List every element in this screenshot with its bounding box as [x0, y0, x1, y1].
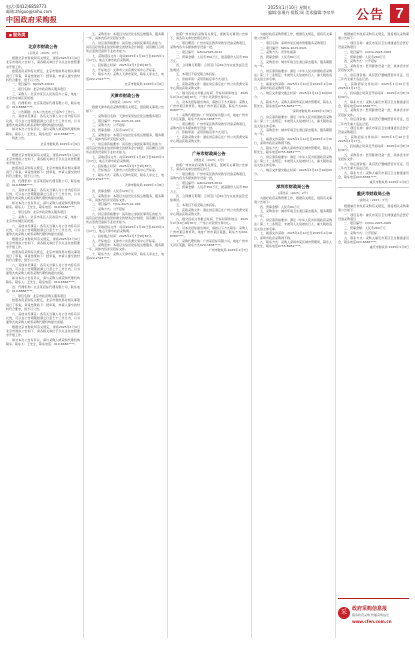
article-paragraph: 三、预算金额：人民币350万元，最高限价人民币350万元。 [170, 185, 248, 194]
article-divider [170, 147, 248, 148]
article-subtitle: (穗财采〔2025〕1号) [194, 157, 224, 162]
article-paragraph: 根据北京市财政局有关规定，现将2025年1月9日北京市财政公告如下，请各相关单位予以关注并按照要求开展工作。 [6, 236, 80, 250]
article-paragraph: 六、其他补充事宜：各有关当事人对公告内容有异议的，可以在公告期限届满之日起七个工作日内，以书面形式向采购人或者采购代理机构提出质疑。 [6, 187, 80, 201]
article-paragraph: 五、采购需求：本项目为信息化系统运维服务，服务期一年，具体内容详见招标文件。 [86, 132, 164, 142]
article-paragraph: 一、项目名称：重庆市某区卫生健康委员会医疗设备采购项目 [338, 126, 409, 135]
article-paragraph: 七、获取招标文件时间：2025年1月10日至2025年1月17日。 [338, 135, 409, 144]
article-paragraph: 二、项目编号：GZCG2025-0012 [176, 180, 223, 185]
article-paragraph: 一、采购项目名称：天津市某局信息化运维服务项目 [92, 114, 162, 119]
article-paragraph: 五、采购需求：本项目为信息化系统运维服务，服务期一年，具体内容详见招标文件。 [86, 243, 164, 252]
section-title: 公告 [356, 8, 385, 23]
article-paragraph: 按照政府采购有关规定，北京市财政局对相关事项进行了审查，审查结果如下：经审查，申请人提交的材料符合要求，现予以公告。 [6, 298, 80, 311]
article-paragraph: 六、资格审查：采用资格后审方式进行。 [176, 130, 231, 135]
article-paragraph: 九、开标地点：天津市公共资源交易中心开标室。 [92, 238, 159, 243]
article-paragraph: 九、联系方式：采购人深圳市某区城市管理局，联系人陈先生，联系电话0755-8282****。 [254, 146, 332, 155]
article-paragraph: 二、项目名称：北京市政府购买服务项目 [12, 293, 67, 298]
article-paragraph: 五、本项目不接受联合体投标。 [176, 203, 219, 208]
article-paragraph: 七、获取招标文件时间：2025年1月10日至2025年1月17日。 [338, 81, 409, 90]
article-divider [338, 187, 409, 188]
article-paragraph: 五、本项目不接受联合体投标。 [176, 72, 219, 77]
article-paragraph: 四、采购方式：公开招标 [344, 230, 378, 235]
column-divider [83, 32, 84, 638]
article-paragraph: 八、投标截止时间：2025年2月7日9时30分。 [92, 163, 155, 168]
article-signature: 重庆市财政局 2025年1月9日 [369, 180, 409, 185]
page-number: 7 [390, 4, 409, 23]
article-paragraph: 九、联系方式：采购人深圳市某区城市管理局，联系人陈先生，联系电话0755-8282****。 [254, 240, 332, 249]
article-paragraph: 四、代理机构：北京某招标代理有限公司，联系电话：010-8888****。 [6, 100, 80, 109]
article-paragraph: 三、采购方式：竞争性磋商 [260, 50, 297, 55]
article-signature: 北京市财政局 2025年1月9日 [40, 141, 80, 146]
article-paragraph: 六、其他补充事宜：各有关当事人对公告内容有异议的，可以在公告期限届满之日起七个工作日内，以书面形式向采购人或者采购代理机构提出质疑。 [6, 311, 80, 324]
article-paragraph: 四、预算金额：人民币80万元 [260, 55, 300, 60]
article-title: 北京市财政公告 [28, 44, 58, 49]
column-1 [6, 32, 80, 638]
article-paragraph: 为做好政府采购管理工作，根据有关规定，现将有关事项公告如下： [254, 32, 332, 41]
article-paragraph: 五、采购需求：医用影像设备一批，具体需求详见招标文件。 [338, 152, 409, 162]
article-paragraph: 六、供应商资格要求：具有独立承担民事责任的能力；具有良好的商业信誉和健全的财务会计制度；具有履行合同所必需的设备和专业技术能力。 [86, 40, 164, 54]
article-paragraph: 七、磋商文件获取：2025年1月10日至2025年1月16日，深圳市政府采购网下载。 [254, 81, 332, 90]
article-paragraph: 根据北京市财政局有关规定，现将2025年1月9日北京市财政公告如下，请各相关单位予以关注并按照要求开展工作。 [6, 324, 80, 338]
article-paragraph: 根据天津市政府采购管理有关规定，现将相关事项公告如下： [86, 105, 164, 114]
article-title: 深圳市财政局公告 [276, 183, 310, 189]
article-paragraph: 按照政府采购有关规定，北京市财政局对相关事项进行了审查，审查结果如下：经审查，申请人提交的材料符合要求，现予以公告。 [6, 165, 80, 179]
ad-slogan: 服务政府采购 传播采购信息 [352, 613, 389, 617]
article-paragraph: 一、项目编号：BJ2025-00012 [12, 82, 55, 87]
article-paragraph: 三、预算金额：人民币260万元 [344, 226, 386, 231]
article-paragraph: 九、联系方式：采购人重庆市某区卫生健康委员会，联系电话023-6565****。 [338, 99, 409, 108]
column-4 [254, 32, 332, 638]
article-paragraph: 三、预算金额：人民币260万元 [344, 54, 386, 59]
article-signature: 广州市财政局 2025年1月7日 [208, 248, 248, 253]
header-rule [6, 26, 409, 27]
article-paragraph: 四、采购方式：公开招标 [344, 59, 378, 64]
article-paragraph: 十、联系方式：采购人天津市某局，联系人李女士，电话022-2323****。 [86, 252, 164, 261]
article-paragraph: 六、供应商资格要求：满足《中华人民共和国政府采购法》第二十二条规定；未被列入失信被执行人、重大税收违法失信主体名单。 [254, 218, 332, 231]
article-paragraph: 七、获取招标文件：时间2025年1月10日至2025年1月17日，地点天津市政府采购网。 [86, 54, 164, 63]
article-signature: 天津市财政局 2025年1月8日 [124, 182, 164, 187]
article-title: 重庆市财政局公告 [356, 191, 391, 197]
article-paragraph: 四、代理机构：北京某招标代理有限公司，联系电话：010-8888****。 [6, 284, 80, 294]
article-paragraph: 八、提交投标文件截止时间、开标时间和地点：2025年2月10日9时30分，广州公共资源交易中心。 [170, 216, 248, 225]
article-paragraph: 二、项目名称：北京市政府购买服务项目 [12, 87, 67, 92]
article-paragraph: 如对本次公告有异议，请与采购人或采购代理机构联系。联系人：王先生，联系电话：010-6666****。 [6, 127, 80, 136]
ad-title: 政府采购信息报 [352, 606, 388, 612]
column-5 [338, 32, 409, 592]
article-signature: 重庆市财政局 2025年1月9日 [369, 244, 409, 249]
article-paragraph: 三、采购人：北京市某区人民政府办公室，地址：北京市东城区某街道。 [6, 214, 80, 223]
article-paragraph: 五、采购需求：城市环境卫生清扫保洁服务，服务期限为一年。 [254, 128, 332, 137]
article-paragraph: 三、采购方式：公开招标 [92, 123, 126, 128]
ad-logo-icon: 采 [338, 607, 350, 619]
column-divider [335, 32, 336, 638]
article-paragraph: 九、对本次招标提出询问，请按以下方式联系：采购人广州市某区教育局，地址广州市某区某路，联系方式020-8383****。 [170, 225, 248, 239]
article-paragraph: 六、供应商资格：具有医疗器械经营许可证，近三年内无重大违法记录。 [338, 72, 409, 82]
article-paragraph: 九、联系方式：采购人重庆市某区卫生健康委员会，联系电话023-6565****。 [338, 170, 409, 179]
article-paragraph: 二、项目编号：TJCG-2025-01-003 [92, 202, 141, 207]
article-paragraph: 七、磋商文件获取：2025年1月10日至2025年1月16日，深圳市政府采购网下载。 [254, 231, 332, 240]
article-paragraph: 八、投标截止时间：2025年2月7日9时30分。 [92, 233, 155, 238]
article-paragraph: 四、预算金额：人民币120万元 [92, 188, 134, 193]
article-paragraph: 三、预算金额：人民币350万元，最高限价人民币350万元。 [170, 54, 248, 63]
article-paragraph: 六、其他补充事宜：各有关当事人对公告内容有异议的，可以在公告期限届满之日起七个工作日内，以书面形式向采购人或者采购代理机构提出质疑。 [6, 262, 80, 276]
editor-credits: 编辑:张瑞丹 排版:周 美术编辑:李泉华 [268, 10, 335, 15]
article-paragraph: 七、获取招标文件：时间2025年1月10日至2025年1月17日，地点天津市政府采购网。 [86, 154, 164, 164]
article-paragraph: 五、公告期限：自本公告发布之日起5个工作日。 [12, 109, 77, 114]
article-paragraph: 五、采购需求：医用影像设备一批，具体需求详见招标文件。 [338, 108, 409, 117]
article-paragraph: 三、采购方式：公开招标 [92, 207, 126, 212]
article-divider [6, 149, 80, 150]
article-title: 天津市财政公告 [110, 92, 140, 98]
article-paragraph: 特此公告。 [12, 136, 28, 141]
article-paragraph: 九、开标地点：天津市公共资源交易中心开标室。 [92, 168, 159, 173]
article-paragraph: 二、项目编号：CQCG-2025-0005 [344, 49, 392, 54]
article-paragraph: 根据北京市财政局有关规定，现将2025年1月9日北京市财政公告如下，请各相关单位予以关注并按照要求开展工作。 [6, 56, 80, 69]
article-paragraph: 根据重庆市政府采购有关规定，现将相关采购事项公告如下： [338, 32, 409, 41]
contact-info [6, 4, 52, 14]
article-paragraph: 五、采购需求：城市环境卫生清扫保洁服务，服务期限为一年。 [254, 209, 332, 218]
article-paragraph: 按照广州市政府采购有关规定，现就有关事项公告如下，请各有关单位按规定执行。 [170, 32, 248, 41]
article-paragraph: 三、采购人：北京市某区人民政府办公室，地址：北京市东城区某街道。 [6, 91, 80, 101]
article-paragraph: 一、项目名称：重庆市某区卫生健康委员会医疗设备采购项目 [338, 40, 409, 50]
article-paragraph: 九、联系方式：采购人深圳市某区城市管理局，联系人陈先生，联系电话0755-8282****。 [254, 99, 332, 108]
article-paragraph: 二、项目编号：TJCG-2025-01-003 [92, 118, 141, 123]
masthead [6, 4, 409, 26]
article-paragraph: 按照广州市政府采购有关规定，现就有关事项公告如下，请各有关单位按规定执行。 [170, 162, 248, 171]
article-paragraph: 如对本次公告有异议，请与采购人或采购代理机构联系。联系人：王先生，联系电话：010-6666****。 [6, 275, 80, 285]
article-signature: 北京市财政局 2025年1月9日 [124, 81, 164, 86]
article-paragraph: 按照政府采购有关规定，北京市财政局对相关事项进行了审查，审查结果如下：经审查，申请人提交的材料符合要求，现予以公告。 [6, 249, 80, 263]
issue-date: 2025年1月10日 星期五 [268, 5, 312, 10]
article-paragraph: 六、供应商资格要求：满足《中华人民共和国政府采购法》第二十二条规定；未被列入失信被执行人、重大税收违法失信主体名单。 [254, 115, 332, 128]
article-paragraph: 七、获取采购文件：潜在供应商应在广州公共资源交易中心网站获取采购文件。 [170, 81, 248, 90]
article-paragraph: 六、资格审查：采用资格后审方式进行。 [176, 77, 231, 82]
article-paragraph: 为做好政府采购管理工作，根据有关规定，现将有关事项公告如下： [254, 195, 332, 204]
article-divider [254, 180, 332, 181]
article-paragraph: 四、预算金额：人民币120万元 [92, 128, 134, 133]
article-subtitle: (津财采〔2025〕3号) [110, 99, 140, 104]
advertisement [338, 598, 409, 638]
article-paragraph: 八、投标截止时间及开标时间：2025年2月8日9时30分。 [338, 90, 409, 99]
article-paragraph: 一、项目名称：深圳市某区城市管理服务采购项目 [260, 40, 327, 45]
article-paragraph: 如对本次公告有异议，请与采购人或采购代理机构联系。联系人：王先生，联系电话：010-6666****。 [6, 201, 80, 210]
column-2 [86, 32, 164, 638]
article-paragraph: 十、联系方式：采购人天津市某局，联系人李女士，电话022-2323****。 [86, 72, 164, 81]
article-paragraph: 八、响应文件提交截止时间：2025年1月21日10时00分。 [254, 90, 332, 99]
article-paragraph: 二、项目编号：CQCG-2025-0005 [344, 221, 392, 226]
article-paragraph: 八、投标截止时间：2025年2月7日9时30分。 [92, 62, 155, 67]
article-paragraph: 八、提交投标文件截止时间、开标时间和地点：2025年2月10日9时30分，广州公共资源交易中心。 [170, 90, 248, 99]
article-signature: 深圳市财政局 2025年1月8日 [292, 108, 332, 113]
article-paragraph: 二、项目编号：SZCG-2025-0021 [260, 45, 307, 50]
category-tag: ■ 服务类 [6, 32, 28, 38]
article-paragraph: 一、项目名称：重庆市某区卫生健康委员会医疗设备采购项目 [338, 212, 409, 221]
article-paragraph: 根据北京市财政局有关规定，现将2025年1月9日北京市财政公告如下，请各相关单位予以关注并按照要求开展工作。 [6, 152, 80, 166]
article-paragraph: 四、合同履行期限：合同签订后60日内完成供货及安装调试。 [170, 63, 248, 72]
article-paragraph: 六、供应商资格：具有医疗器械经营许可证，近三年内无重大违法记录。 [338, 161, 409, 171]
column-divider [251, 32, 252, 638]
article-paragraph: 七、磋商文件获取：2025年1月10日至2025年1月16日，深圳市政府采购网下载。 [254, 137, 332, 146]
contact-phone: 电话:(0412)6858773 [6, 4, 47, 9]
article-paragraph: 七、获取采购文件：潜在供应商应在广州公共资源交易中心网站获取采购文件。 [170, 207, 248, 217]
article-paragraph: 根据重庆市政府采购有关规定，现将相关采购事项公告如下： [338, 203, 409, 212]
article-paragraph: 九、联系方式：采购人重庆市某区卫生健康委员会，联系电话023-6565****。 [338, 235, 409, 244]
article-paragraph: 四、预算金额：人民币80万元 [260, 204, 300, 209]
article-paragraph: 一、项目概况：广州市某区教育局教学设备采购项目，采购内容为多媒体教学设备一批。 [170, 171, 248, 180]
article-paragraph: 九、开标地点：天津市公共资源交易中心开标室。 [92, 67, 159, 72]
article-title: 广州市财政局公告 [192, 150, 226, 156]
article-subtitle: (京财采〔2025〕9号) [28, 51, 58, 55]
article-paragraph: 五、采购需求：本项目为信息化系统运维服务，服务期一年，具体内容详见招标文件。 [86, 193, 164, 202]
article-paragraph: 七、获取招标文件：时间2025年1月10日至2025年1月17日，地点天津市政府采购网。 [86, 224, 164, 234]
issue-info [268, 5, 335, 15]
article-paragraph: 九、对本次招标提出询问，请按以下方式联系：采购人广州市某区教育局，地址广州市某区某路，联系方式020-8383****。 [170, 99, 248, 112]
article-paragraph: 六、供应商资格要求：具有独立承担民事责任的能力；具有良好的商业信誉和健全的财务会计制度；具有履行合同所必需的设备和专业技术能力。 [86, 141, 164, 155]
article-paragraph: 五、采购需求：城市环境卫生清扫保洁服务，服务期限为一年。 [254, 59, 332, 68]
article-paragraph: 五、采购需求：本项目为信息化系统运维服务，服务期一年，具体内容详见招标文件。 [86, 32, 164, 41]
article-paragraph: 十、采购代理机构：广州某招标有限公司，地址广州市天河区某路，联系方式020-3838****。 [170, 238, 248, 247]
article-paragraph: 八、响应文件提交截止时间：2025年1月21日10时00分。 [254, 168, 332, 177]
article-paragraph: 六、供应商资格：具有医疗器械经营许可证，近三年内无重大违法记录。 [338, 117, 409, 126]
article-paragraph: 二、项目编号：GZCG2025-0012 [176, 49, 223, 54]
article-divider [86, 89, 164, 90]
article-paragraph: 六、供应商资格要求：满足《中华人民共和国政府采购法》第二十二条规定；未被列入失信被执行人、重大税收违法失信主体名单。 [254, 154, 332, 168]
ad-url-link[interactable]: www.cfen.com.cn [352, 619, 392, 624]
article-subtitle: (深财采〔2025〕2号) [278, 190, 308, 195]
article-paragraph: 十、联系方式：采购人天津市某局，联系人李女士，电话022-2323****。 [86, 173, 164, 182]
article-paragraph: 按照政府采购有关规定，北京市财政局对相关事项进行了审查，审查结果如下：经审查，申请人提交的材料符合要求，现予以公告。 [6, 69, 80, 82]
article-paragraph: 四、代理机构：北京某招标代理有限公司，联系电话：010-8888****。 [6, 178, 80, 188]
article-paragraph: 一、项目概况：广州市某区教育局教学设备采购项目，采购内容为多媒体教学设备一批。 [170, 40, 248, 50]
article-paragraph: 一、项目概况：广州市某区教育局教学设备采购项目，采购内容为多媒体教学设备一批。 [170, 121, 248, 130]
article-paragraph: 六、供应商资格要求：具有独立承担民事责任的能力；具有良好的商业信誉和健全的财务会计制度；具有履行合同所必需的设备和专业技术能力。 [86, 211, 164, 225]
newspaper-logo: 中国政府采购报 [6, 15, 58, 24]
article-paragraph: 七、获取采购文件：潜在供应商应在广州公共资源交易中心网站获取采购文件。 [170, 135, 248, 144]
article-paragraph: 如对本次公告有异议，请与采购人或采购代理机构联系。联系人：王先生，联系电话：010-6666****。 [6, 337, 80, 346]
contact-email: 邮箱:zhiguo@sohu.com [6, 9, 53, 14]
article-paragraph: 十、采购代理机构：广州某招标有限公司，地址广州市天河区某路，联系方式020-3838****。 [170, 112, 248, 121]
column-divider [167, 32, 168, 638]
article-paragraph: 二、项目名称：北京市政府购买服务项目 [12, 209, 67, 214]
article-paragraph: 五、采购需求：医用影像设备一批，具体需求详见招标文件。 [338, 63, 409, 73]
article-paragraph: 六、其他补充事宜：各有关当事人对公告内容有异议的，可以在公告期限届满之日起七个工作日内，以书面形式向采购人或者采购代理机构提出质疑。 [6, 223, 80, 236]
article-paragraph: 六、其他补充事宜：各有关当事人对公告内容有异议的，可以在公告期限届满之日起七个工作日内，以书面形式向采购人或者采购代理机构提出质疑。 [6, 114, 80, 127]
article-paragraph: 六、供应商资格要求：满足《中华人民共和国政府采购法》第二十二条规定；未被列入失信被执行人、重大税收违法失信主体名单。 [254, 68, 332, 82]
article-paragraph: 四、合同履行期限：合同签订后60日内完成供货及安装调试。 [170, 194, 248, 203]
article-paragraph: 八、投标截止时间及开标时间：2025年2月8日9时30分。 [338, 144, 409, 153]
column-3 [170, 32, 248, 638]
article-subtitle: (渝财采〔2025〕5号) [358, 198, 389, 203]
